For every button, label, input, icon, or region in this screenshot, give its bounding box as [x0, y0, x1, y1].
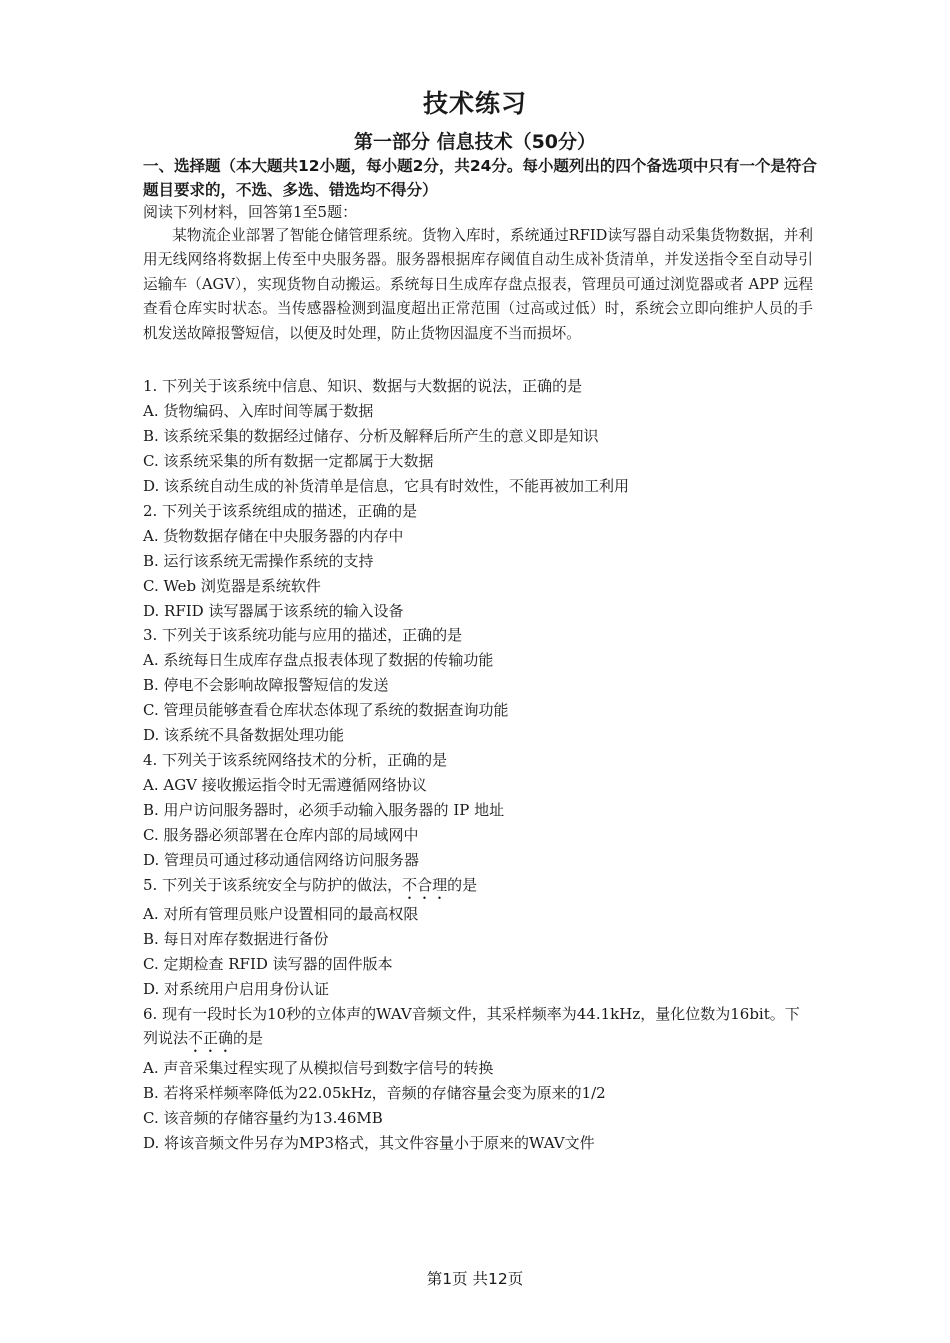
question-3-option-c: C. 管理员能够查看仓库状态体现了系统的数据查询功能 [143, 701, 509, 719]
question-1-option-b: B. 该系统采集的数据经过储存、分析及解释后所产生的意义即是知识 [143, 427, 599, 445]
page-title: 技术练习 [422, 89, 527, 118]
question-6-option-b: B. 若将采样频率降低为22.05kHz，音频的存储容量会变为原来的1/2 [143, 1084, 606, 1102]
question-2-option-c: C. Web 浏览器是系统软件 [143, 577, 321, 595]
question-4-option-d: D. 管理员可通过移动通信网络访问服务器 [143, 851, 420, 869]
reading-intro: 阅读下列材料，回答第1至5题： [143, 203, 358, 221]
question-2-option-b: B. 运行该系统无需操作系统的支持 [143, 552, 374, 570]
question-4-option-c: C. 服务器必须部署在仓库内部的局域网中 [143, 826, 419, 844]
question-6-option-c: C. 该音频的存储容量约为13.46MB [143, 1109, 383, 1127]
question-5-stem-post: 的是 [447, 876, 478, 894]
question-4-stem: 4. 下列关于该系统网络技术的分析，正确的是 [143, 751, 448, 769]
question-5-option-a: A. 对所有管理员账户设置相同的最高权限 [143, 905, 419, 923]
reading-material: 某物流企业部署了智能仓储管理系统。货物入库时，系统通过RFID读写器自动采集货物数据，并利用无线网络将数据上传至中央服务器。服务器根据库存阈值自动生成补货清单，并发送指令至自动导引运输车（AGV），实现货物自动搬运。系统每日生成库存盘点报表，管理员可通过浏览器或者 APP 远程查看仓库实时状态。当传感器检测到温度超出正常范围（过高或过低）时，系统会立即向维护人员的手机发送故障报警短信，以便及时处理，防止货物因温度不当而损坏。 [143, 227, 813, 342]
question-5-option-c: C. 定期检查 RFID 读写器的固件版本 [143, 955, 393, 973]
question-6-option-d: D. 将该音频文件另存为MP3格式，其文件容量小于原来的WAV文件 [143, 1134, 595, 1152]
section-heading: 一、选择题（本大题共12小题，每小题2分，共24分。每小题列出的四个备选项中只有一个是符合题目要求的，不选、多选、错选均不得分） [143, 157, 817, 199]
question-3-stem: 3. 下列关于该系统功能与应用的描述，正确的是 [143, 626, 463, 644]
question-2-stem: 2. 下列关于该系统组成的描述，正确的是 [143, 502, 418, 520]
part-title: 第一部分 信息技术（50分） [353, 131, 597, 153]
question-6-option-a: A. 声音采集过程实现了从模拟信号到数字信号的转换 [143, 1059, 494, 1077]
question-3-option-d: D. 该系统不具备数据处理功能 [143, 726, 345, 744]
question-3-option-b: B. 停电不会影响故障报警短信的发送 [143, 676, 389, 694]
question-4-option-b: B. 用户访问服务器时，必须手动输入服务器的 IP 地址 [143, 801, 505, 819]
question-6-emphasis: 不正确 [188, 1029, 234, 1047]
question-6-stem-post: 的是 [233, 1029, 264, 1047]
question-2-option-d: D. RFID 读写器属于该系统的输入设备 [143, 602, 404, 620]
question-5-stem-pre: 5. 下列关于该系统安全与防护的做法， [143, 876, 403, 894]
question-6-stem-pre: 6. 现有一段时长为10秒的立体声的WAV音频文件，其采样频率为44.1kHz，量化位数为16bit。下列说法 [143, 1005, 800, 1047]
question-3-option-a: A. 系统每日生成库存盘点报表体现了数据的传输功能 [143, 651, 494, 669]
question-1-option-c: C. 该系统采集的所有数据一定都属于大数据 [143, 452, 434, 470]
question-5-option-d: D. 对系统用户启用身份认证 [143, 980, 330, 998]
question-5-stem [143, 875, 477, 903]
question-1-option-d: D. 该系统自动生成的补货清单是信息，它具有时效性，不能再被加工利用 [143, 477, 630, 495]
page-footer: 第1页 共12页 [426, 1270, 524, 1288]
question-2-option-a: A. 货物数据存储在中央服务器的内存中 [143, 527, 404, 545]
question-5-option-b: B. 每日对库存数据进行备份 [143, 930, 329, 948]
question-1-option-a: A. 货物编码、入库时间等属于数据 [143, 402, 374, 420]
question-5-emphasis: 不合理 [402, 876, 448, 894]
question-6-stem [143, 1002, 803, 1056]
question-1-stem: 1. 下列关于该系统中信息、知识、数据与大数据的说法，正确的是 [143, 377, 583, 395]
question-4-option-a: A. AGV 接收搬运指令时无需遵循网络协议 [143, 776, 427, 794]
